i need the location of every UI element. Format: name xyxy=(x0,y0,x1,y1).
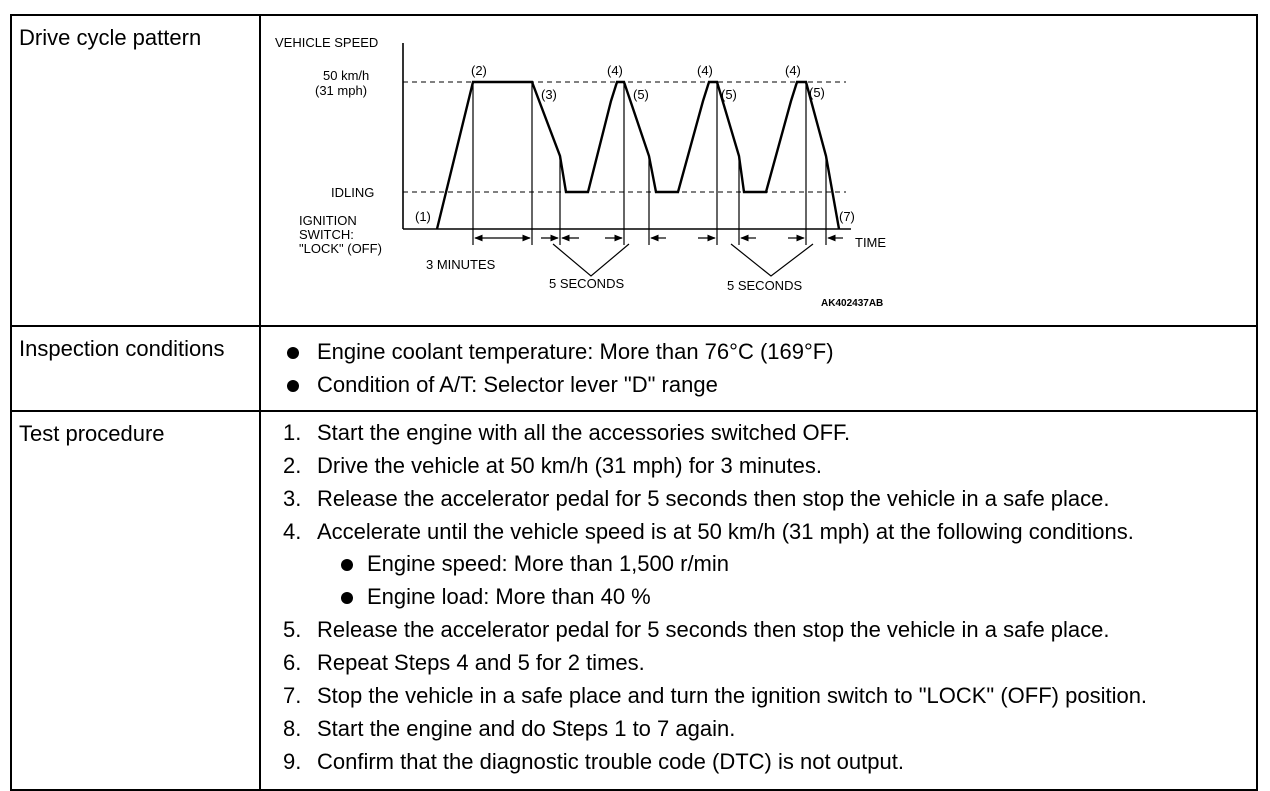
five-seconds-label-right: 5 SECONDS xyxy=(727,278,803,293)
test-procedure-steps xyxy=(261,412,1256,780)
drive-cycle-spec-table xyxy=(10,14,1258,791)
inspection-condition-text: Engine coolant temperature: More than 76°C (169°F) xyxy=(317,339,834,364)
list-item xyxy=(337,549,1256,582)
inspection-condition-text: Condition of A/T: Selector lever "D" range xyxy=(317,372,718,397)
marker-7: (7) xyxy=(839,209,855,224)
step-4-condition-text: Engine speed: More than 1,500 r/min xyxy=(367,551,730,576)
inspection-conditions-cell xyxy=(260,326,1257,411)
step-number: 1. xyxy=(283,420,302,445)
bullet-icon xyxy=(341,592,353,604)
marker-4-second: (4) xyxy=(697,63,713,78)
ignition-label-line1: IGNITION xyxy=(299,213,357,228)
figure-id: AK402437AB xyxy=(821,298,884,309)
step-text: Start the engine and do Steps 1 to 7 again. xyxy=(317,716,736,741)
list-item xyxy=(337,582,1256,615)
row-label-inspection: Inspection conditions xyxy=(11,326,260,411)
list-item xyxy=(283,337,1256,370)
marker-4-third: (4) xyxy=(785,63,801,78)
list-item xyxy=(283,648,1256,681)
step-4-condition-text: Engine load: More than 40 % xyxy=(367,584,651,609)
list-item xyxy=(283,714,1256,747)
step-number: 4. xyxy=(283,519,302,544)
ignition-label-line3: "LOCK" (OFF) xyxy=(299,241,382,256)
test-procedure-cell xyxy=(260,411,1257,790)
step-text: Stop the vehicle in a safe place and turn the ignition switch to "LOCK" (OFF) position. xyxy=(317,683,1148,708)
drive-cycle-figure-cell xyxy=(260,15,1257,326)
marker-2: (2) xyxy=(471,63,487,78)
five-seconds-leader-lines-left xyxy=(553,244,629,276)
list-item xyxy=(283,370,1256,403)
step-text: Start the engine with all the accessories switched OFF. xyxy=(317,420,851,445)
inspection-conditions-list xyxy=(261,327,1256,403)
bullet-icon xyxy=(287,380,299,392)
speed-profile-line xyxy=(437,82,839,229)
list-item xyxy=(283,681,1256,714)
idling-label: IDLING xyxy=(331,185,375,200)
table-row xyxy=(11,411,1257,790)
marker-5-first: (5) xyxy=(633,87,649,102)
step-text: Drive the vehicle at 50 km/h (31 mph) for 3 minutes. xyxy=(317,453,822,478)
step-text: Repeat Steps 4 and 5 for 2 times. xyxy=(317,650,645,675)
step-number: 9. xyxy=(283,749,302,774)
step-number: 2. xyxy=(283,453,302,478)
ignition-label-line2: SWITCH: xyxy=(299,227,354,242)
step-number: 3. xyxy=(283,486,302,511)
list-item xyxy=(283,418,1256,451)
time-axis-label: TIME xyxy=(855,235,887,250)
speed-label-mph: (31 mph) xyxy=(315,83,368,98)
five-seconds-label-left: 5 SECONDS xyxy=(549,276,625,291)
row-label-procedure: Test procedure xyxy=(11,411,260,790)
step-text: Release the accelerator pedal for 5 seconds then stop the vehicle in a safe place. xyxy=(317,617,1110,642)
list-item xyxy=(283,517,1256,615)
list-item xyxy=(283,484,1256,517)
list-item xyxy=(283,615,1256,648)
bullet-icon xyxy=(287,347,299,359)
step-text: Release the accelerator pedal for 5 seconds then stop the vehicle in a safe place. xyxy=(317,486,1110,511)
table-row xyxy=(11,15,1257,326)
row-label-drive-cycle: Drive cycle pattern xyxy=(11,15,260,326)
bullet-icon xyxy=(341,559,353,571)
speed-label-kmh: 50 km/h xyxy=(323,68,370,83)
list-item xyxy=(283,451,1256,484)
five-seconds-leader-lines-right xyxy=(731,244,813,276)
step-number: 5. xyxy=(283,617,302,642)
drive-cycle-diagram xyxy=(261,16,1261,316)
table-row xyxy=(11,326,1257,411)
step-number: 7. xyxy=(283,683,302,708)
step-number: 6. xyxy=(283,650,302,675)
three-minutes-label: 3 MINUTES xyxy=(426,257,496,272)
marker-5-third: (5) xyxy=(809,85,825,100)
list-item xyxy=(283,747,1256,780)
step-text: Confirm that the diagnostic trouble code (DTC) is not output. xyxy=(317,749,904,774)
y-axis-label: VEHICLE SPEED xyxy=(275,35,379,50)
step-text: Accelerate until the vehicle speed is at 50 km/h (31 mph) at the following conditions. xyxy=(317,519,1134,544)
marker-3: (3) xyxy=(541,87,557,102)
step-4-conditions-list xyxy=(337,549,1256,615)
marker-5-second: (5) xyxy=(721,87,737,102)
step-number: 8. xyxy=(283,716,302,741)
marker-4-first: (4) xyxy=(607,63,623,78)
marker-1: (1) xyxy=(415,209,431,224)
